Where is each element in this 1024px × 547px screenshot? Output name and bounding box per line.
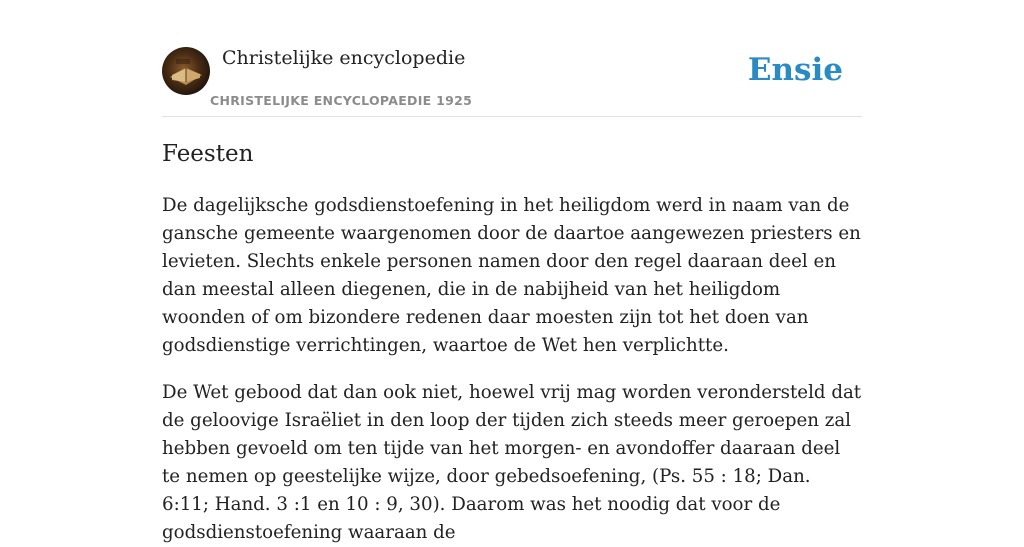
article [162,136,862,547]
source-label: CHRISTELIJKE ENCYCLOPAEDIE 1925 [210,93,473,108]
encyclopedia-avatar[interactable] [162,47,210,95]
site-name[interactable]: Christelijke encyclopedie [222,47,466,69]
article-title: Feesten [162,141,254,167]
article-paragraph: De Wet gebood dat dan ook niet, hoewel vrij mag worden verondersteld dat de geloovige Israëliet in den loop der tijden zich steeds meer geroepen zal hebben gevoeld om ten tijde van het morgen- en avondoffer daaraan deel te nemen op geestelijke wijze, door gebedsoefening, (Ps. 55 : 18; Dan. 6:11; Hand. 3 :1 en 10 : 9, 30). Daarom was het noodig dat voor de godsdienstoefening waaraan de [162,382,862,543]
open-book-icon [162,47,210,95]
site-header [162,0,862,117]
article-paragraph: De dagelijksche godsdienstoefening in het heiligdom werd in naam van de gansche gemeente waargenomen door de daartoe aangewezen priesters en levieten. Slechts enkele personen namen door den regel daaraan deel en dan meestal alleen diegenen, die in de nabijheid van het heiligdom woonden of om bizondere redenen daar moesten zijn tot het doen van godsdienstige verrichtingen, waartoe de Wet hen verplichtte. [162,195,861,356]
ensie-logo-link[interactable]: Ensie [747,52,843,88]
